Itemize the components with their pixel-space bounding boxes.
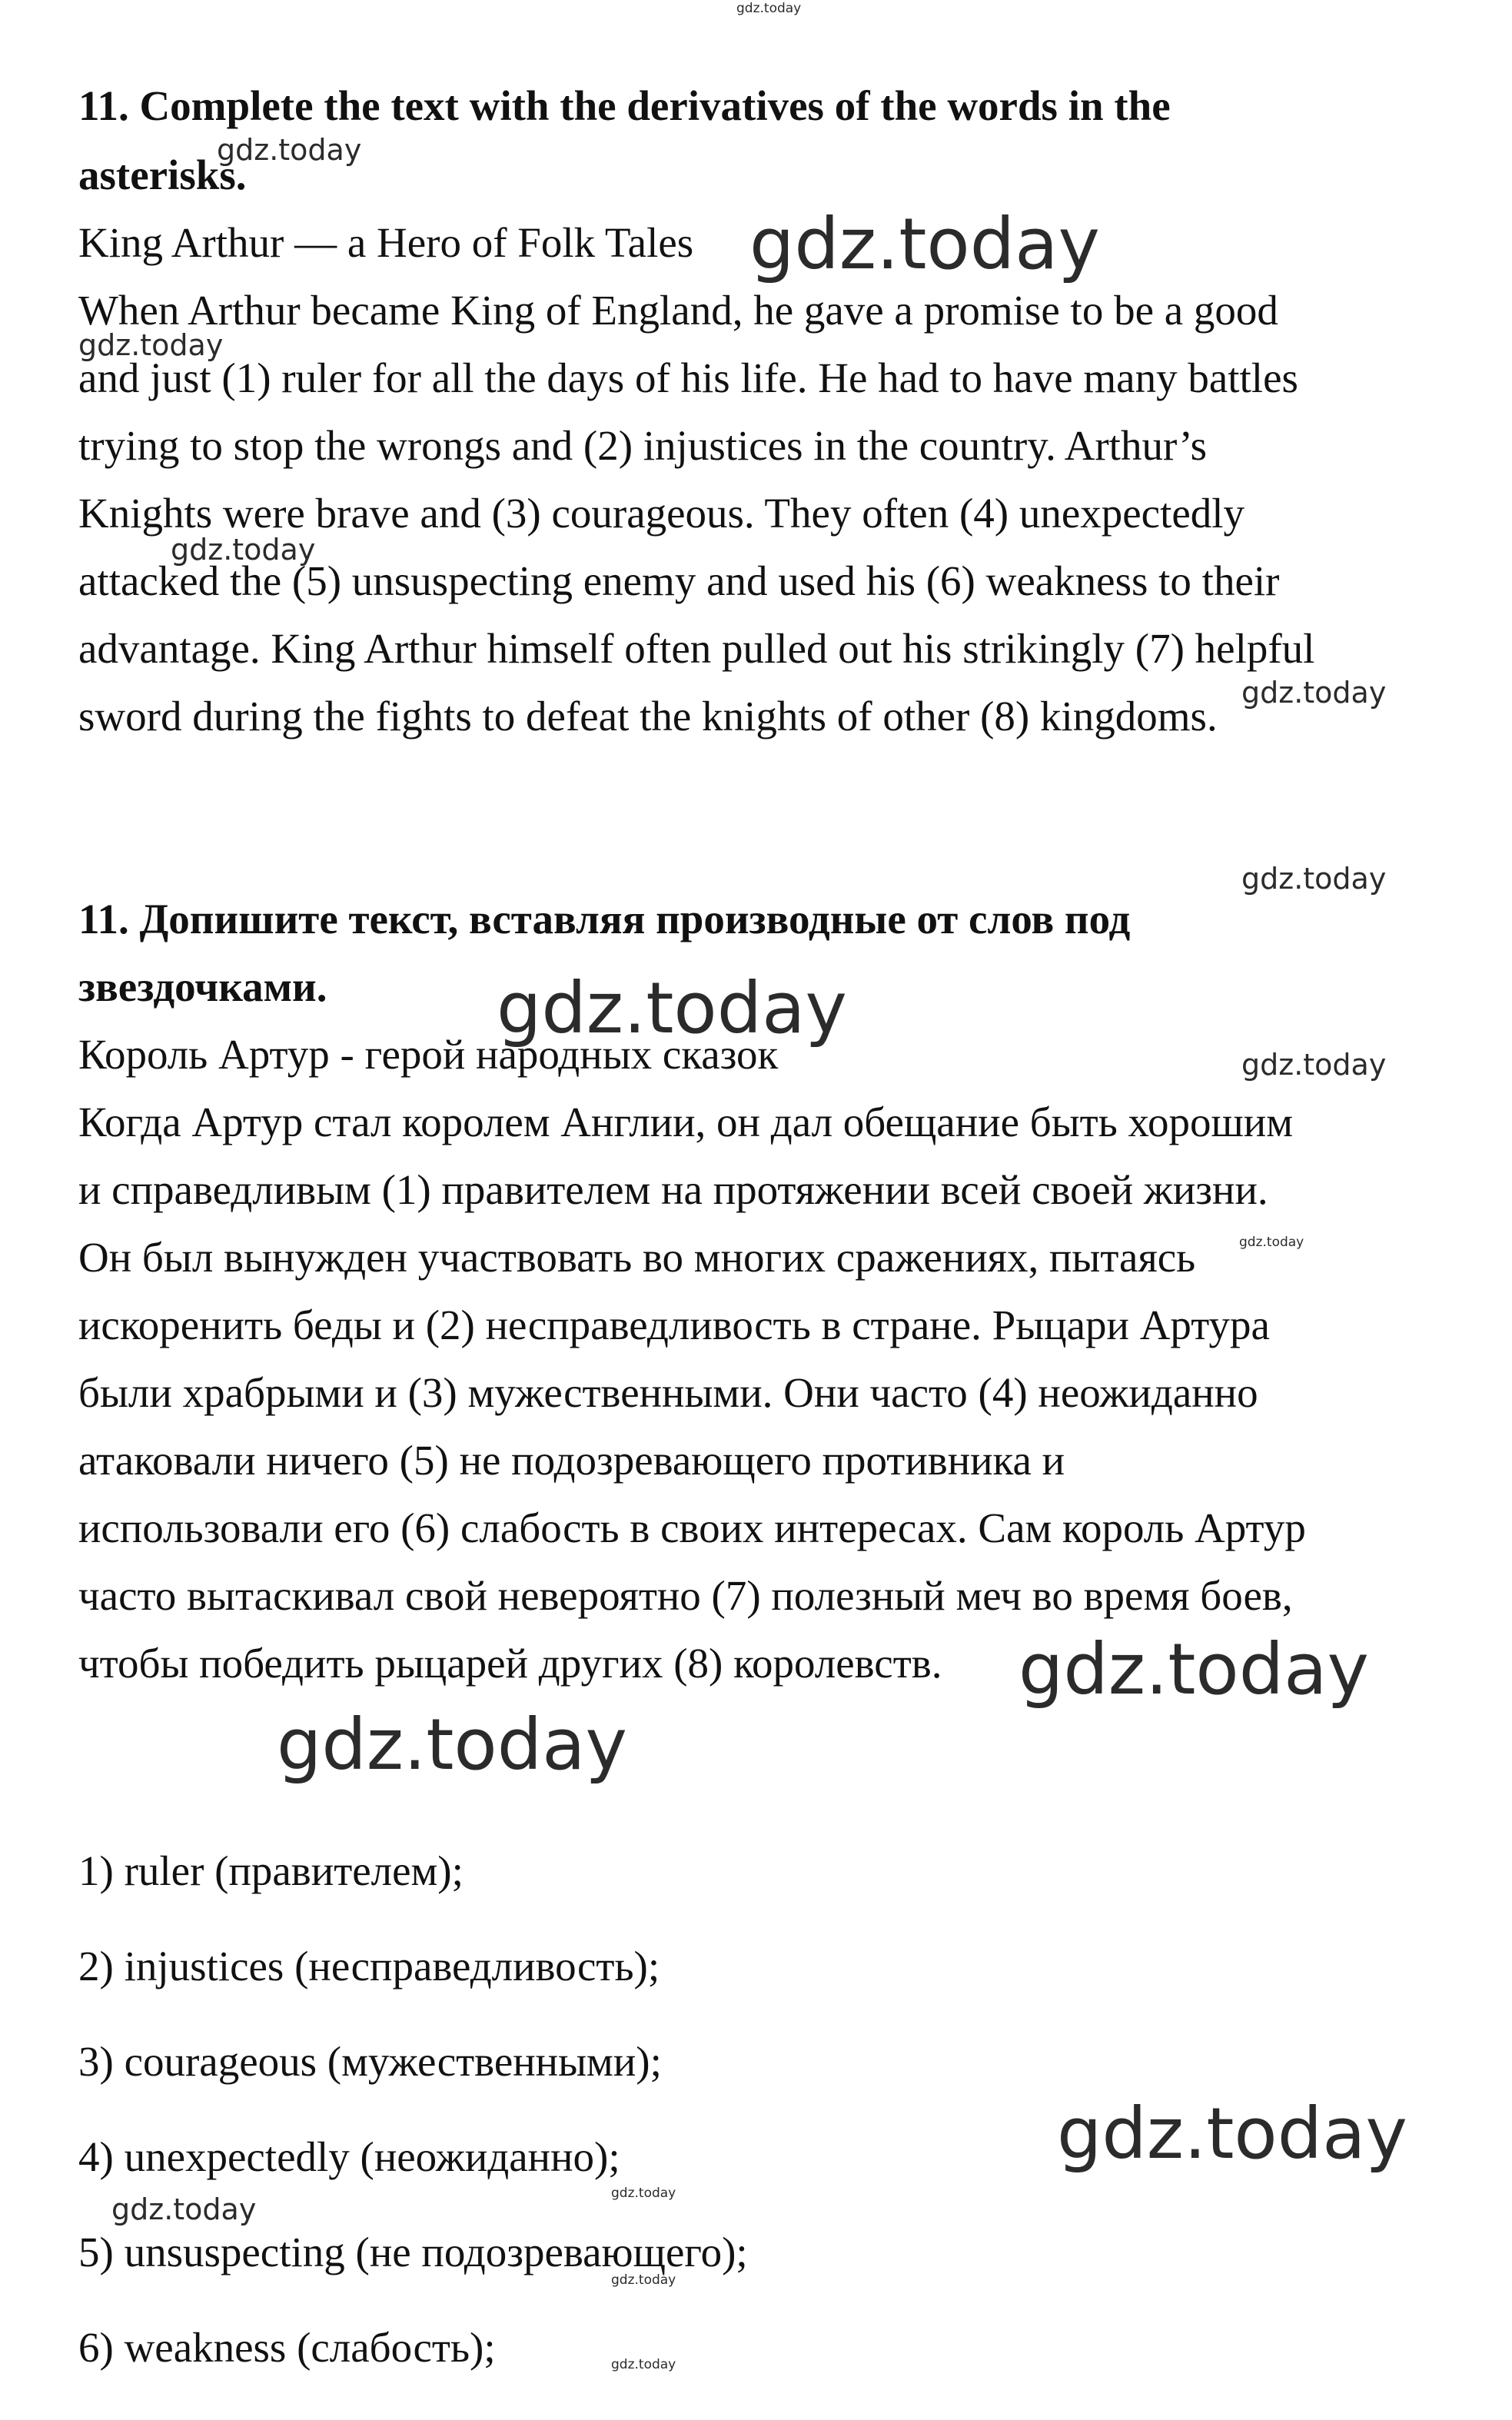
watermark: gdz.today <box>497 967 847 1049</box>
russian-body-line-4: искоренить беды и (2) несправедливость в стране. Рыцари Артура <box>78 1301 1270 1348</box>
english-body-line-2: and just (1) ruler for all the days of his life. He had to have many battles <box>78 354 1298 401</box>
answer-item-5: 5) unsuspecting (не подозревающего); <box>78 2229 748 2275</box>
russian-body-line-5: были храбрыми и (3) мужественными. Они часто (4) неожиданно <box>78 1369 1258 1416</box>
russian-title: Король Артур - герой народных сказок <box>78 1031 779 1078</box>
watermark: gdz.today <box>1241 676 1387 710</box>
english-heading-line-2: asterisks. <box>78 151 247 198</box>
watermark: gdz.today <box>1057 2093 1407 2175</box>
russian-heading-line-2: звездочками. <box>78 963 327 1010</box>
watermark: gdz.today <box>78 328 224 362</box>
watermark: gdz.today <box>1019 1628 1369 1710</box>
english-title: King Arthur — a Hero of Folk Tales <box>78 219 694 266</box>
english-body-line-6: advantage. King Arthur himself often pulled out his strikingly (7) helpful <box>78 625 1315 672</box>
watermark: gdz.today <box>111 2192 257 2226</box>
english-body-line-7: sword during the fights to defeat the knights of other (8) kingdoms. <box>78 693 1218 740</box>
watermark: gdz.today <box>611 2357 676 2372</box>
answer-item-3: 3) courageous (мужественными); <box>78 2038 662 2085</box>
watermark: gdz.today <box>1241 1048 1387 1082</box>
russian-heading-line-1: 11. Допишите текст, вставляя производные от слов под <box>78 896 1131 942</box>
russian-body-line-2: и справедливым (1) правителем на протяжении всей своей жизни. <box>78 1166 1268 1213</box>
watermark: gdz.today <box>171 533 316 567</box>
english-body-line-4: Knights were brave and (3) courageous. They often (4) unexpectedly <box>78 490 1245 537</box>
english-body-line-3: trying to stop the wrongs and (2) injustices in the country. Arthur’s <box>78 422 1208 469</box>
answer-item-2: 2) injustices (несправедливость); <box>78 1943 660 1990</box>
russian-body-line-1: Когда Артур стал королем Англии, он дал обещание быть хорошим <box>78 1099 1294 1145</box>
answer-item-6: 6) weakness (слабость); <box>78 2324 496 2371</box>
answer-item-4: 4) unexpectedly (неожиданно); <box>78 2133 620 2180</box>
answer-item-1: 1) ruler (правителем); <box>78 1847 464 1894</box>
watermark: gdz.today <box>611 2272 676 2288</box>
english-body-line-5: attacked the (5) unsuspecting enemy and used his (6) weakness to their <box>78 557 1280 604</box>
watermark: gdz.today <box>277 1704 627 1786</box>
watermark: gdz.today <box>1241 862 1387 896</box>
russian-body-line-9: чтобы победить рыцарей других (8) королевств. <box>78 1640 942 1687</box>
russian-body-line-7: использовали его (6) слабость в своих интересах. Сам король Артур <box>78 1504 1306 1551</box>
russian-body-line-8: часто вытаскивал свой невероятно (7) полезный меч во время боев, <box>78 1572 1293 1619</box>
watermark: gdz.today <box>736 1 802 16</box>
english-body-line-1: When Arthur became King of England, he gave a promise to be a good <box>78 287 1278 334</box>
russian-body-line-6: атаковали ничего (5) не подозревающего противника и <box>78 1437 1065 1484</box>
watermark: gdz.today <box>749 203 1100 285</box>
watermark: gdz.today <box>1239 1235 1304 1250</box>
watermark: gdz.today <box>217 133 362 167</box>
watermark: gdz.today <box>611 2186 676 2201</box>
english-heading-line-1: 11. Complete the text with the derivatives of the words in the <box>78 82 1171 129</box>
russian-body-line-3: Он был вынужден участвовать во многих сражениях, пытаясь <box>78 1234 1196 1281</box>
